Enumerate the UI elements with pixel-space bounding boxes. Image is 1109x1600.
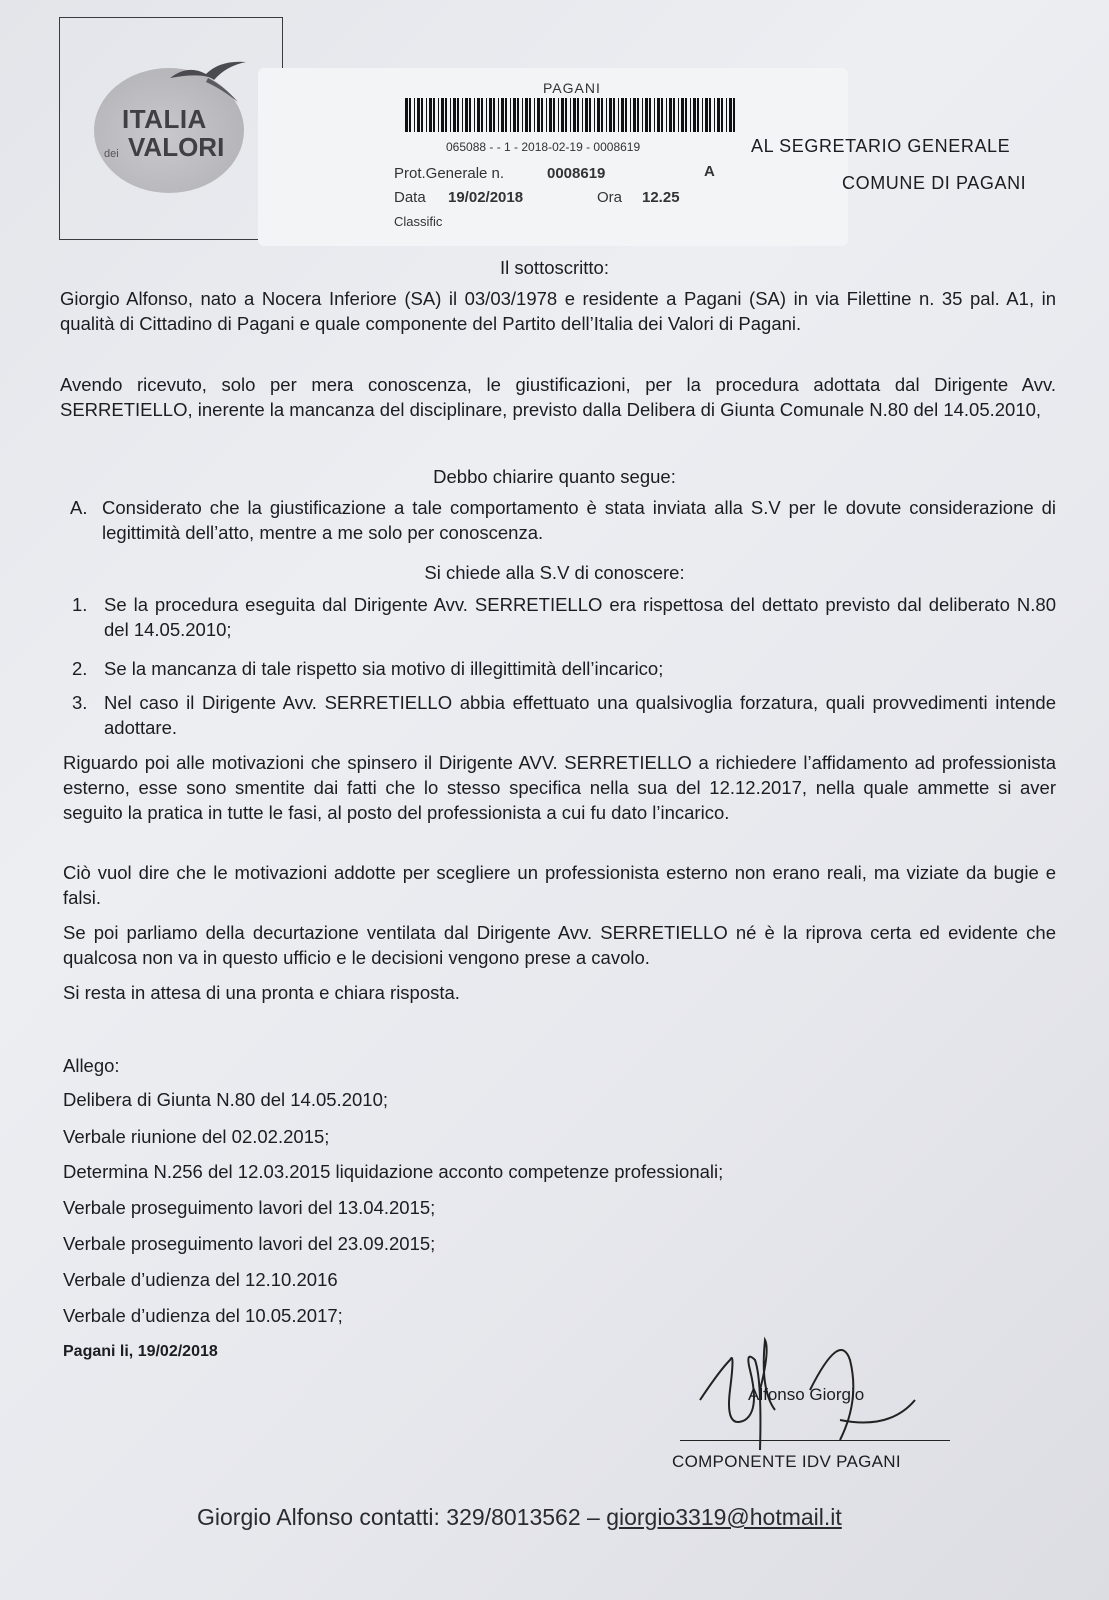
footer-email[interactable]: giorgio3319@hotmail.it xyxy=(606,1504,842,1530)
list-item xyxy=(72,656,1056,681)
list-marker: 3. xyxy=(72,692,88,713)
list-item xyxy=(72,592,1056,642)
heading-sottoscritto: Il sottoscritto: xyxy=(500,257,609,278)
logo-text-italia: ITALIA xyxy=(122,104,207,134)
stamp-ora-value: 12.25 xyxy=(642,189,680,206)
signatory-role: COMPONENTE IDV PAGANI xyxy=(672,1452,901,1471)
stamp-prot-value: 0008619 xyxy=(547,165,606,182)
list-item xyxy=(72,690,1056,740)
list-item-text: Nel caso il Dirigente Avv. SERRETIELLO abbia effettuato una qualsivoglia forzatura, quali provvedimenti intende adottare. xyxy=(104,692,1056,738)
heading-ask: Si chiede alla S.V di conoscere: xyxy=(424,562,685,583)
recipient-line-2: COMUNE DI PAGANI xyxy=(842,173,1027,193)
stamp-prot-letter: A xyxy=(704,163,715,180)
heading-clarify: Debbo chiarire quanto segue: xyxy=(433,466,676,487)
attachment-item: Verbale proseguimento lavori del 23.09.2015; xyxy=(63,1233,436,1254)
paragraph-intro: Giorgio Alfonso, nato a Nocera Inferiore (SA) il 03/03/1978 e residente a Pagani (SA) in via Filettine n. 35 pal. A1, in qualità di Cittadino di Pagani e quale componente del Partito dell’Italia dei Valori di Pagani. xyxy=(60,288,1056,334)
list-marker-a: A. xyxy=(70,497,88,518)
attachment-item: Delibera di Giunta N.80 del 14.05.2010; xyxy=(63,1089,388,1110)
paragraph-decurtazione: Se poi parliamo della decurtazione ventilata dal Dirigente Avv. SERRETIELLO né è la riprova certa ed evidente che qualcosa non va in questo ufficio e le decisioni vengono prese a cavolo. xyxy=(63,922,1056,968)
list-marker: 2. xyxy=(72,658,88,679)
footer-contacts-text: Giorgio Alfonso contatti: 329/8013562 – xyxy=(197,1504,607,1530)
protocol-stamp xyxy=(258,68,848,246)
list-item-a xyxy=(70,495,1056,545)
signatory-name: Alfonso Giorgio xyxy=(748,1385,865,1404)
logo-text-dei: dei xyxy=(104,148,119,160)
list-marker: 1. xyxy=(72,594,88,615)
signature-line xyxy=(680,1440,950,1441)
date-place: Pagani li, 19/02/2018 xyxy=(63,1343,218,1360)
stamp-data-value: 19/02/2018 xyxy=(448,189,524,206)
list-item-text: Se la procedura eseguita dal Dirigente Avv. SERRETIELLO era rispettosa del dettato previsto dal deliberato N.80 del 14.05.2010; xyxy=(104,594,1056,640)
attachment-item: Verbale d’udienza del 12.10.2016 xyxy=(63,1269,338,1290)
attachment-item: Verbale proseguimento lavori del 13.04.2015; xyxy=(63,1197,436,1218)
logo-text-valori: VALORI xyxy=(128,132,225,162)
recipient-line-1: AL SEGRETARIO GENERALE xyxy=(751,136,1011,156)
attachment-item: Verbale riunione del 02.02.2015; xyxy=(63,1126,330,1147)
attachments-title: Allego: xyxy=(63,1055,120,1076)
paragraph-context: Avendo ricevuto, solo per mera conoscenza, le giustificazioni, per la procedura adottata dal Dirigente Avv. SERRETIELLO, inerente la mancanza del disciplinare, previsto dalla Delibera di Giunta Comunale N.80 del 14.05.2010, xyxy=(60,374,1056,420)
paragraph-conclusion: Ciò vuol dire che le motivazioni addotte per scegliere un professionista esterno non erano reali, ma viziate da bugie e falsi. xyxy=(63,862,1056,908)
stamp-data-label: Data xyxy=(394,189,426,206)
attachment-item: Verbale d’udienza del 10.05.2017; xyxy=(63,1305,343,1326)
stamp-city: PAGANI xyxy=(543,80,601,96)
paragraph-motivations: Riguardo poi alle motivazioni che spinsero il Dirigente AVV. SERRETIELLO a richiedere l’affidamento ad professionista esterno, esse sono smentite dai fatti che lo stesso specifica nella sua del 12.12.2017, nella quale ammette si aver seguito la pratica in tutte le fasi, al posto del professionista a cui fu dato l’incarico. xyxy=(63,752,1056,823)
barcode-icon xyxy=(405,98,735,132)
stamp-ora-label: Ora xyxy=(597,189,623,206)
seagull-icon xyxy=(168,56,248,106)
paragraph-closing: Si resta in attesa di una pronta e chiara risposta. xyxy=(63,982,460,1003)
stamp-prot-label: Prot.Generale n. xyxy=(394,165,505,182)
party-logo xyxy=(59,17,283,240)
list-item-text: Se la mancanza di tale rispetto sia motivo di illegittimità dell’incarico; xyxy=(104,658,664,679)
footer-contacts xyxy=(197,1504,842,1531)
stamp-code: 065088 - - 1 - 2018-02-19 - 0008619 xyxy=(446,140,641,154)
attachment-item: Determina N.256 del 12.03.2015 liquidazione acconto competenze professionali; xyxy=(63,1161,724,1182)
list-item-a-text: Considerato che la giustificazione a tale comportamento è stata inviata alla S.V per le dovute considerazione di legittimità dell’atto, mentre a me solo per conoscenza. xyxy=(102,497,1056,543)
stamp-classific-label: Classific xyxy=(394,214,443,229)
